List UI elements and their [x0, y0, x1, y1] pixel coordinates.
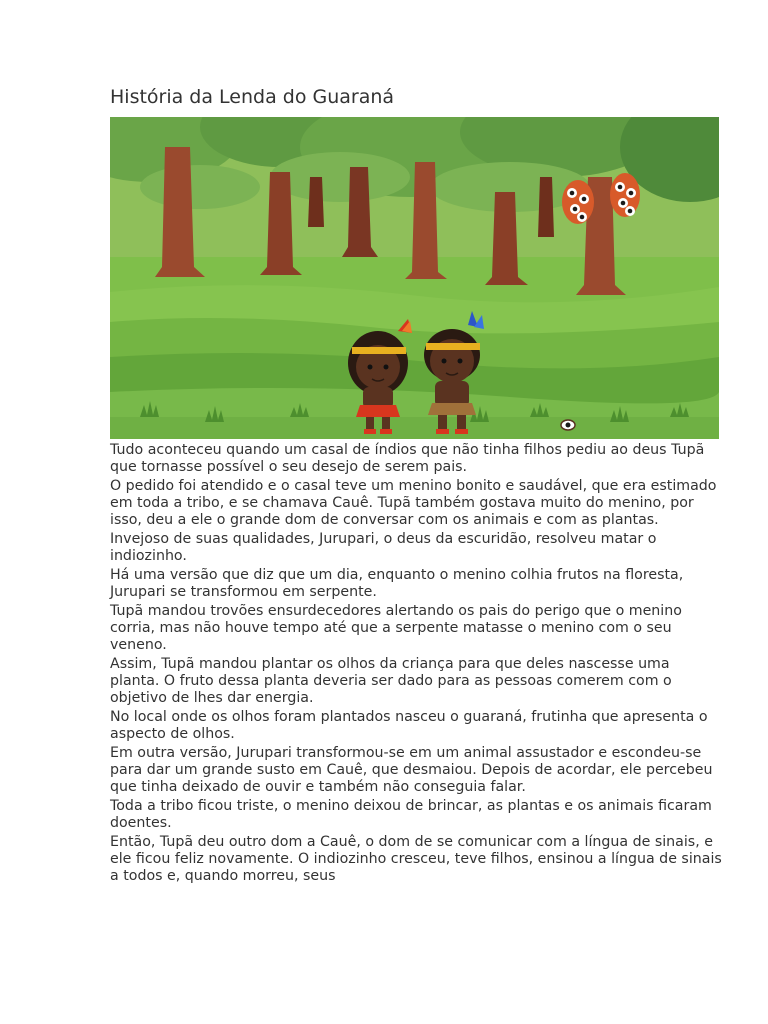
- paragraph: Tupã mandou trovões ensurdecedores alertando os pais do perigo que o menino corria, mas não houve tempo até que a serpente matasse o menino com o seu veneno.: [110, 603, 682, 653]
- page-title: História da Lenda do Guaraná: [110, 86, 395, 108]
- guarana-eye-on-ground: [561, 420, 575, 430]
- paragraph: Assim, Tupã mandou plantar os olhos da criança para que deles nascesse uma planta. O fruto dessa planta deveria ser dado para as pessoas comerem com o objetivo de lhes dar energia.: [110, 656, 672, 706]
- grass-layers: [110, 285, 719, 439]
- paragraph: No local onde os olhos foram plantados nasceu o guaraná, frutinha que apresenta o aspecto de olhos.: [110, 709, 708, 742]
- story-text: [110, 442, 722, 887]
- paragraph: O pedido foi atendido e o casal teve um menino bonito e saudável, que era estimado em toda a tribo, e se chamava Cauê. Tupã também gostava muito do menino, por isso, deu a ele o grande dom de conversar com os animais e com as plantas.: [110, 478, 717, 528]
- paragraph: Invejoso de suas qualidades, Jurupari, o deus da escuridão, resolveu matar o indiozinho.: [110, 531, 657, 564]
- paragraph: Toda a tribo ficou triste, o menino deixou de brincar, as plantas e os animais ficaram doentes.: [110, 798, 712, 831]
- paragraph: Então, Tupã deu outro dom a Cauê, o dom de se comunicar com a língua de sinais, e ele ficou feliz novamente. O indiozinho cresceu, teve filhos, ensinou a língua de sinais a todos e, quando morreu, seus: [110, 834, 722, 884]
- forest-scene-image: [110, 117, 719, 439]
- paragraph: Há uma versão que diz que um dia, enquanto o menino colhia frutos na floresta, Jurupari se transformou em serpente.: [110, 567, 684, 600]
- guarana-legend-illustration: [110, 117, 719, 439]
- paragraph: Tudo aconteceu quando um casal de índios que não tinha filhos pediu ao deus Tupã que tornasse possível o seu desejo de serem pais.: [110, 442, 705, 475]
- paragraph: Em outra versão, Jurupari transformou-se em um animal assustador e escondeu-se para dar um grande susto em Cauê, que desmaiou. Depois de acordar, ele percebeu que tinha deixado de ouvir e também não conseguia falar.: [110, 745, 713, 795]
